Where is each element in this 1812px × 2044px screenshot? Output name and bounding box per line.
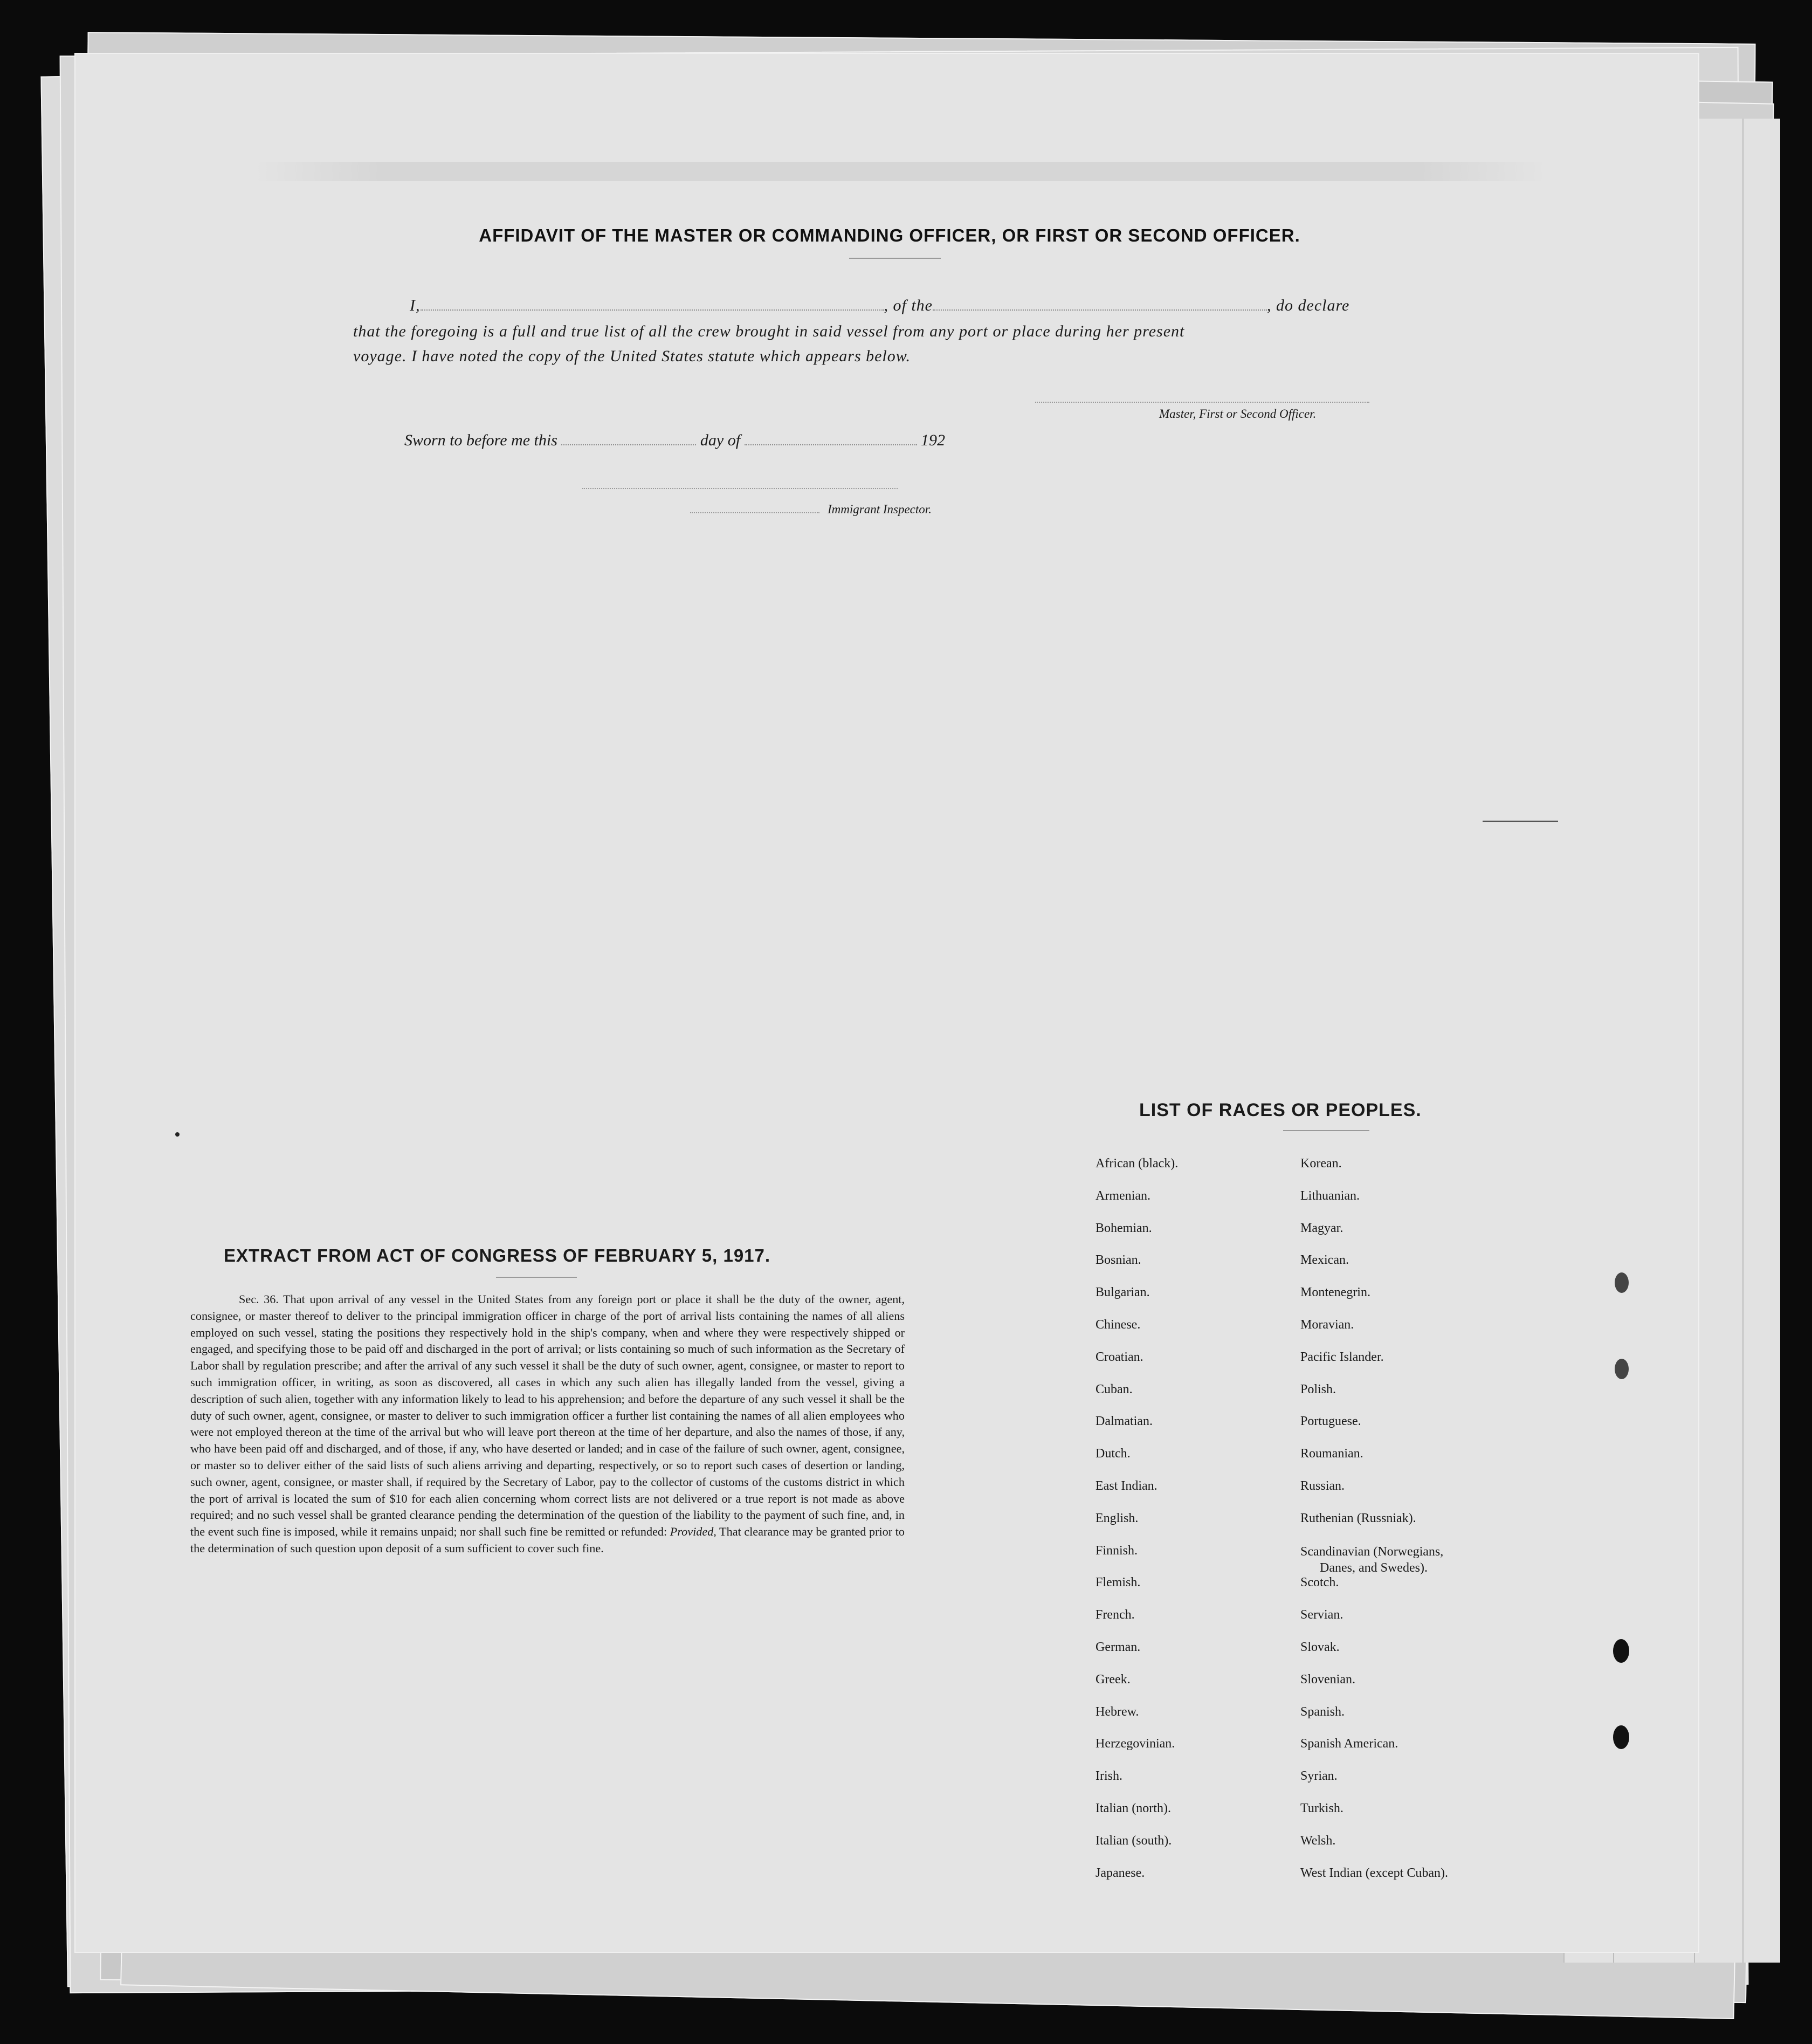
races-rule (1283, 1130, 1369, 1131)
race-item: Syrian. (1300, 1769, 1338, 1784)
year-prefix: 192 (921, 431, 946, 449)
sworn-line (404, 431, 945, 450)
race-item: Montenegrin. (1300, 1285, 1370, 1300)
race-item: Bosnian. (1096, 1253, 1141, 1268)
punch-hole (1615, 1272, 1629, 1293)
race-item: Portuguese. (1300, 1414, 1361, 1429)
statute-provided: Provided, (670, 1525, 716, 1539)
race-item: African (black). (1096, 1157, 1179, 1171)
race-item: Dutch. (1096, 1447, 1131, 1461)
race-item: Spanish. (1300, 1704, 1345, 1719)
month-field[interactable] (745, 444, 917, 445)
race-item: Korean. (1300, 1157, 1342, 1171)
race-item: Irish. (1096, 1769, 1122, 1784)
race-item: Japanese. (1096, 1866, 1145, 1880)
declaration-line-2: that the foregoing is a full and true list of all the crew brought in said vessel from any port or place during her present (353, 322, 1185, 340)
race-item: West Indian (except Cuban). (1300, 1866, 1448, 1880)
extract-rule (496, 1277, 577, 1278)
master-label: Master, First or Second Officer. (1159, 407, 1317, 421)
race-item: Russian. (1300, 1479, 1345, 1493)
race-item: Slovenian. (1300, 1672, 1355, 1687)
race-item: Armenian. (1096, 1188, 1150, 1203)
ink-stroke (1483, 821, 1558, 822)
inspector-label: Immigrant Inspector. (828, 503, 932, 516)
race-item: Welsh. (1300, 1833, 1336, 1848)
document-sheet (75, 54, 1698, 1952)
statute-text (190, 1291, 905, 1557)
race-item: Magyar. (1300, 1221, 1344, 1235)
race-item: Croatian. (1096, 1350, 1143, 1364)
race-item: Italian (south). (1096, 1833, 1172, 1848)
name-field[interactable] (421, 309, 884, 311)
statute-proviso: That clearance may be granted prior to the determination of such question upon deposit of a sum sufficient to cover such fine. (190, 1525, 905, 1555)
vessel-field[interactable] (933, 309, 1267, 311)
inspector-dotted-line (690, 512, 819, 513)
race-item: Bulgarian. (1096, 1285, 1150, 1300)
race-item: Cuban. (1096, 1382, 1133, 1396)
race-item: Spanish American. (1300, 1737, 1398, 1751)
do-declare-label: , do declare (1267, 297, 1350, 314)
race-item: Bohemian. (1096, 1221, 1152, 1235)
race-item: Herzegovinian. (1096, 1737, 1175, 1751)
race-item: Lithuanian. (1300, 1188, 1360, 1203)
affidavit-title: AFFIDAVIT OF THE MASTER OR COMMANDING OFFICER, OR FIRST OR SECOND OFFICER. (479, 225, 1300, 245)
race-item: Scotch. (1300, 1575, 1339, 1590)
race-item: English. (1096, 1511, 1139, 1525)
races-title: LIST OF RACES OR PEOPLES. (1139, 1100, 1422, 1120)
master-signature-line[interactable] (1035, 402, 1369, 403)
race-item: Dalmatian. (1096, 1414, 1153, 1429)
declaration-line-1 (410, 297, 1472, 315)
punch-hole (1613, 1725, 1629, 1749)
race-item: Ruthenian (Russniak). (1300, 1511, 1416, 1525)
race-item: Mexican. (1300, 1253, 1349, 1268)
race-item: East Indian. (1096, 1479, 1158, 1493)
title-rule (849, 258, 941, 259)
bleed-through-heading (253, 162, 1547, 181)
day-field[interactable] (561, 444, 696, 445)
of-the-label: , of the (884, 297, 933, 314)
inspector-signature-line[interactable] (582, 488, 898, 489)
race-item: Slovak. (1300, 1640, 1340, 1654)
punch-hole (1615, 1359, 1629, 1379)
declaration-line-3: voyage. I have noted the copy of the United States statute which appears below. (353, 347, 911, 365)
ink-dot (175, 1132, 180, 1137)
punch-hole (1613, 1639, 1629, 1663)
race-item: Greek. (1096, 1672, 1131, 1687)
race-item: Italian (north). (1096, 1801, 1171, 1815)
section-number: Sec. 36. (239, 1292, 279, 1306)
race-item: Hebrew. (1096, 1704, 1139, 1719)
day-of-label: day of (700, 431, 741, 449)
race-item: Scandinavian (Norwegians, Danes, and Swedes). (1300, 1544, 1444, 1575)
pronoun: I, (410, 297, 421, 314)
race-item: Servian. (1300, 1608, 1344, 1622)
race-item: Chinese. (1096, 1318, 1141, 1332)
race-item: Pacific Islander. (1300, 1350, 1384, 1364)
race-item: Flemish. (1096, 1575, 1141, 1590)
race-item: French. (1096, 1608, 1135, 1622)
race-item: Turkish. (1300, 1801, 1344, 1815)
race-item: Moravian. (1300, 1318, 1354, 1332)
statute-body: That upon arrival of any vessel in the United States from any foreign port or place it shall be the duty of the owner, agent, consignee, or master thereof to deliver to the principal immigration officer in charge of the port of arrival lists containing the names of all aliens employed on such vessel, stating the positions they respectively hold in the ship's company, when and where they were respectively shipped or engaged, and specifying those to be paid off and discharged in the port of arrival; or lists containing so much of such information as the Secretary of Labor shall by regulation prescribe; and after the arrival of any such vessel it shall be the duty of such owner, agent, consignee, or master to report to such immigration officer, in writing, as soon as discovered, all cases in which any such alien has illegally landed from the vessel, giving a description of such alien, together with any information likely to lead to his apprehension; and before the departure of any such vessel it shall be the duty of such owner, agent, consignee, or master to deliver to such immigration officer a further list containing the names of all alien employees who were not employed thereon at the time of the arrival but who will leave port thereon at the time of her departure, and also the names of those, if any, who have been paid off and discharged, and of those, if any, who have deserted or landed; and in case of the failure of such owner, agent, consignee, or master so to deliver either of the said lists of such aliens arriving and departing, respectively, or so to report such cases of desertion or landing, such owner, agent, consignee, or master shall, if required by the Secretary of Labor, pay to the collector of customs of the customs district in which the port of arrival is located the sum of $10 for each alien concerning whom correct lists are not delivered or a true report is not made as above required; and no such vessel shall be granted clearance pending the determination of the question of the liability to the payment of such fine, and, in the event such fine is imposed, while it remains unpaid; nor shall such fine be remitted or refunded: (190, 1292, 905, 1539)
race-item: German. (1096, 1640, 1141, 1654)
race-item: Polish. (1300, 1382, 1336, 1396)
race-item: Roumanian. (1300, 1447, 1363, 1461)
race-item: Finnish. (1096, 1543, 1138, 1558)
sworn-prefix: Sworn to before me this (404, 431, 557, 449)
extract-title: EXTRACT FROM ACT OF CONGRESS OF FEBRUARY 5, 1917. (224, 1245, 771, 1265)
